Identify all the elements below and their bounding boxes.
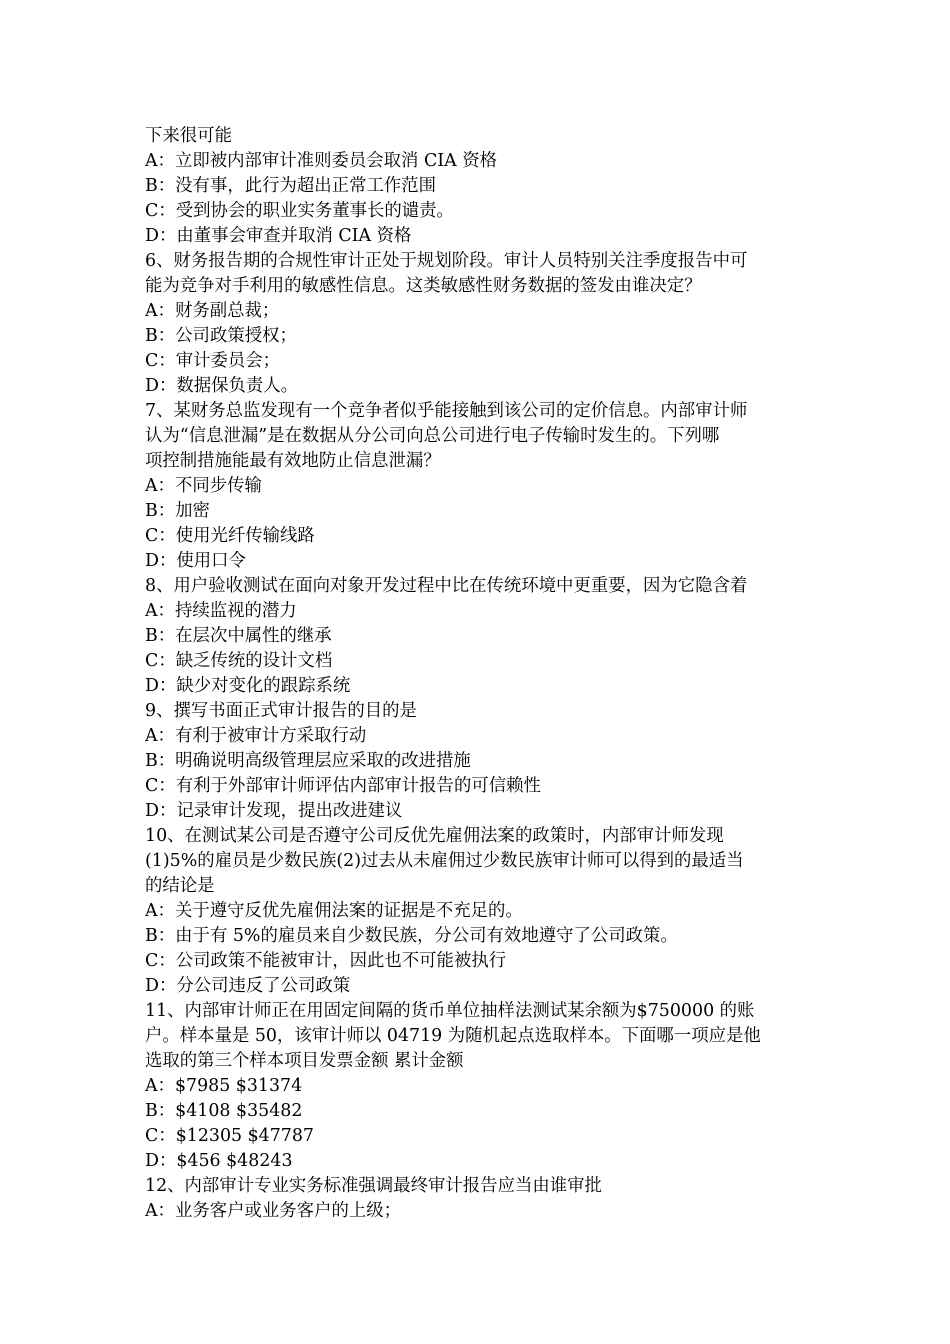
- option-line: B：$4108 $35482: [145, 1101, 303, 1121]
- question-line: 11、内部审计师正在用固定间隔的货币单位抽样法测试某余额为$750000 的账: [145, 1001, 755, 1021]
- option-line: D：$456 $48243: [145, 1151, 293, 1171]
- option-line: A：$7985 $31374: [145, 1076, 303, 1096]
- question-line: 7、某财务总监发现有一个竞争者似乎能接触到该公司的定价信息。内部审计师: [145, 401, 748, 421]
- question-line: 10、在测试某公司是否遵守公司反优先雇佣法案的政策时，内部审计师发现: [145, 826, 724, 846]
- option-line: C：有利于外部审计师评估内部审计报告的可信赖性: [145, 776, 541, 796]
- option-line: B：没有事，此行为超出正常工作范围: [145, 176, 437, 196]
- option-line: D：数据保负责人。: [145, 376, 299, 396]
- question-line: 的结论是: [145, 876, 215, 896]
- question-line: 能为竞争对手利用的敏感性信息。这类敏感性财务数据的签发由谁决定？: [145, 276, 702, 296]
- option-line: B：由于有 5%的雇员来自少数民族，分公司有效地遵守了公司政策。: [145, 926, 678, 946]
- question-line: 6、财务报告期的合规性审计正处于规划阶段。审计人员特别关注季度报告中可: [145, 251, 748, 271]
- question-line: 选取的第三个样本项目发票金额 累计金额: [145, 1051, 464, 1071]
- option-line: C：审计委员会；: [145, 351, 281, 371]
- question-line: (1)5%的雇员是少数民族(2)过去从未雇佣过少数民族审计师可以得到的最适当: [145, 851, 744, 871]
- option-line: C：公司政策不能被审计，因此也不可能被执行: [145, 951, 507, 971]
- option-line: D：记录审计发现，提出改进建议: [145, 801, 403, 821]
- option-line: B：加密: [145, 501, 210, 521]
- option-line: D：分公司违反了公司政策: [145, 976, 351, 996]
- option-line: A：关于遵守反优先雇佣法案的证据是不充足的。: [145, 901, 523, 921]
- question-line: 项控制措施能最有效地防止信息泄漏？: [145, 451, 441, 471]
- option-line: C：$12305 $47787: [145, 1126, 314, 1146]
- option-line: A：业务客户或业务客户的上级；: [145, 1201, 402, 1221]
- option-line: C：缺乏传统的设计文档: [145, 651, 333, 671]
- option-line: A：有利于被审计方采取行动: [145, 726, 367, 746]
- question-line: 9、撰写书面正式审计报告的目的是: [145, 701, 417, 721]
- text-line: 下来很可能: [145, 126, 232, 146]
- option-line: B：公司政策授权；: [145, 326, 297, 346]
- option-line: A：财务副总裁；: [145, 301, 280, 321]
- option-line: C：使用光纤传输线路: [145, 526, 315, 546]
- option-line: D：使用口令: [145, 551, 246, 571]
- option-line: A：立即被内部审计准则委员会取消 CIA 资格: [145, 151, 497, 171]
- option-line: D：缺少对变化的跟踪系统: [145, 676, 351, 696]
- question-line: 8、用户验收测试在面向对象开发过程中比在传统环境中更重要，因为它隐含着: [145, 576, 748, 596]
- option-line: A：持续监视的潜力: [145, 601, 297, 621]
- option-line: D：由董事会审查并取消 CIA 资格: [145, 226, 412, 246]
- option-line: B：在层次中属性的继承: [145, 626, 332, 646]
- question-line: 户。样本量是 50，该审计师以 04719 为随机起点选取样本。下面哪一项应是他: [145, 1026, 761, 1046]
- question-line: 12、内部审计专业实务标准强调最终审计报告应当由谁审批: [145, 1176, 602, 1196]
- document-body: [145, 124, 813, 1224]
- option-line: C：受到协会的职业实务董事长的谴责。: [145, 201, 454, 221]
- question-line: 认为“信息泄漏”是在数据从分公司向总公司进行电子传输时发生的。下列哪: [145, 426, 720, 446]
- option-line: A：不同步传输: [145, 476, 262, 496]
- option-line: B：明确说明高级管理层应采取的改进措施: [145, 751, 471, 771]
